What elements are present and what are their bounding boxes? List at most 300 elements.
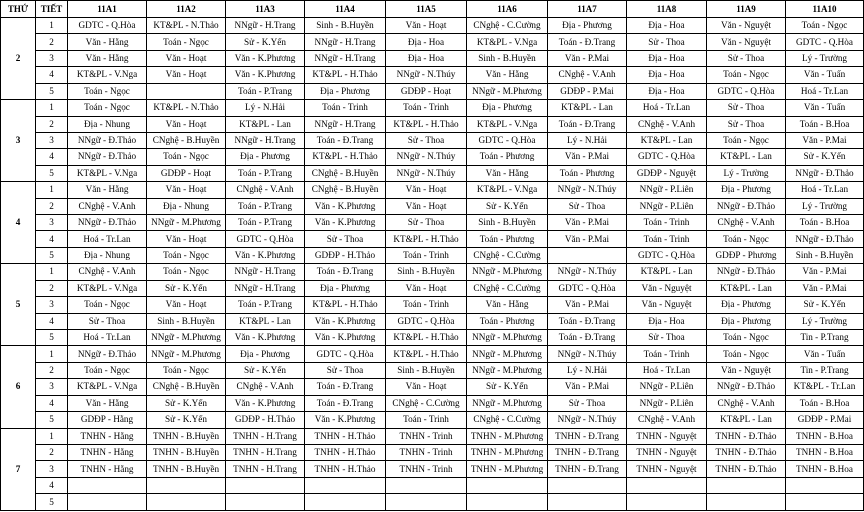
lesson-cell: Sinh - B.Huyền xyxy=(467,50,548,66)
lesson-cell xyxy=(627,494,707,511)
lesson-cell: Văn - Hoạt xyxy=(147,231,226,247)
lesson-cell: KT&PL - V.Nga xyxy=(68,280,147,296)
timetable-body xyxy=(1,18,864,511)
lesson-cell: Toán - Trinh xyxy=(305,100,386,116)
lesson-cell: Văn - P.Mai xyxy=(548,50,627,66)
period-number: 5 xyxy=(36,165,68,181)
lesson-cell: TNHN - Đ.Trang xyxy=(548,444,627,460)
lesson-cell: Sử - K.Yến xyxy=(147,395,226,411)
lesson-cell: Toán - Ngọc xyxy=(147,362,226,378)
lesson-cell: KT&PL - H.Thảo xyxy=(305,149,386,165)
lesson-cell: Văn - K.Phương xyxy=(226,330,305,346)
period-number: 2 xyxy=(36,34,68,50)
lesson-cell: Toán - P.Trang xyxy=(226,83,305,99)
lesson-cell: Sử - Thoa xyxy=(707,100,786,116)
lesson-cell: KT&PL - Lan xyxy=(226,116,305,132)
lesson-cell: Văn - Hằng xyxy=(467,67,548,83)
lesson-cell: TNHN - B.Hoa xyxy=(786,461,864,477)
period-row xyxy=(1,494,864,511)
lesson-cell xyxy=(226,494,305,511)
lesson-cell: CNghệ - B.Huyền xyxy=(305,165,386,181)
lesson-cell: Văn - Nguyệt xyxy=(707,34,786,50)
lesson-cell: Lý - N.Hải xyxy=(226,100,305,116)
lesson-cell: Văn - Hoạt xyxy=(147,182,226,198)
lesson-cell: CNghệ - V.Anh xyxy=(707,395,786,411)
period-number: 5 xyxy=(36,247,68,263)
lesson-cell: NNgữ - Đ.Thảo xyxy=(68,346,147,362)
lesson-cell: GDĐP - Phương xyxy=(707,247,786,263)
period-number: 4 xyxy=(36,477,68,493)
lesson-cell: Toán - Phương xyxy=(467,313,548,329)
lesson-cell: NNgữ - Đ.Thảo xyxy=(707,264,786,280)
lesson-cell: Toán - P.Trang xyxy=(226,215,305,231)
lesson-cell: Địa - Phương xyxy=(305,83,386,99)
lesson-cell: Toán - Trinh xyxy=(386,247,467,263)
lesson-cell: Lý - Trường xyxy=(786,313,864,329)
lesson-cell xyxy=(627,477,707,493)
lesson-cell: TNHN - Nguyệt xyxy=(627,428,707,444)
lesson-cell: Tin - P.Trang xyxy=(786,330,864,346)
period-number: 4 xyxy=(36,313,68,329)
lesson-cell xyxy=(68,477,147,493)
lesson-cell: Lý - Trường xyxy=(707,165,786,181)
lesson-cell: TNHN - Nguyệt xyxy=(627,461,707,477)
lesson-cell: TNHN - B.Huyền xyxy=(147,461,226,477)
lesson-cell: Sử - Thoa xyxy=(305,231,386,247)
lesson-cell: TNHN - B.Huyền xyxy=(147,444,226,460)
lesson-cell: Toán - Trinh xyxy=(627,346,707,362)
lesson-cell: Lý - N.Hải xyxy=(548,362,627,378)
lesson-cell: GDĐP - H.Thảo xyxy=(305,247,386,263)
period-number: 2 xyxy=(36,280,68,296)
period-number: 3 xyxy=(36,50,68,66)
lesson-cell: GDTC - Q.Hòa xyxy=(707,83,786,99)
lesson-cell: TNHN - Đ.Trang xyxy=(548,461,627,477)
lesson-cell: Địa - Hoa xyxy=(627,50,707,66)
lesson-cell: Văn - Tuấn xyxy=(786,346,864,362)
lesson-cell: Sinh - B.Huyền xyxy=(147,313,226,329)
lesson-cell: Hoá - Tr.Lan xyxy=(627,100,707,116)
lesson-cell: NNgữ - H.Trang xyxy=(226,132,305,148)
lesson-cell: Văn - Tuấn xyxy=(786,100,864,116)
period-number: 3 xyxy=(36,379,68,395)
lesson-cell: Địa - Phương xyxy=(467,100,548,116)
lesson-cell: NNgữ - M.Phương xyxy=(467,83,548,99)
lesson-cell: Địa - Hoa xyxy=(386,50,467,66)
lesson-cell: Lý - Trường xyxy=(786,198,864,214)
lesson-cell: TNHN - M.Phương xyxy=(467,428,548,444)
lesson-cell: GDĐP - H.Thảo xyxy=(226,412,305,428)
period-number: 4 xyxy=(36,149,68,165)
period-number: 2 xyxy=(36,116,68,132)
lesson-cell: Toán - B.Hoa xyxy=(786,395,864,411)
lesson-cell: Địa - Hoa xyxy=(627,83,707,99)
lesson-cell: Văn - Hằng xyxy=(68,50,147,66)
period-row xyxy=(1,297,864,313)
lesson-cell: GDĐP - Nguyệt xyxy=(627,165,707,181)
lesson-cell: Văn - P.Mai xyxy=(786,280,864,296)
lesson-cell: Hoá - Tr.Lan xyxy=(68,330,147,346)
lesson-cell: CNghệ - V.Anh xyxy=(627,116,707,132)
lesson-cell: Toán - B.Hoa xyxy=(786,215,864,231)
period-row xyxy=(1,215,864,231)
lesson-cell: KT&PL - H.Thảo xyxy=(386,346,467,362)
lesson-cell: NNgữ - M.Phương xyxy=(467,395,548,411)
lesson-cell: TNHN - H.Trang xyxy=(226,461,305,477)
lesson-cell: Sử - K.Yến xyxy=(147,412,226,428)
lesson-cell: Sử - K.Yến xyxy=(147,280,226,296)
lesson-cell: Văn - K.Phương xyxy=(226,50,305,66)
lesson-cell: Văn - P.Mai xyxy=(548,231,627,247)
lesson-cell: KT&PL - V.Nga xyxy=(68,67,147,83)
lesson-cell: Toán - Ngọc xyxy=(68,362,147,378)
lesson-cell: NNgữ - Đ.Thảo xyxy=(786,231,864,247)
lesson-cell: Văn - Nguyệt xyxy=(627,297,707,313)
lesson-cell: Sử - Thoa xyxy=(548,198,627,214)
lesson-cell: Địa - Phương xyxy=(305,280,386,296)
lesson-cell: Sinh - B.Huyền xyxy=(786,247,864,263)
period-number: 1 xyxy=(36,100,68,116)
lesson-cell: KT&PL - Lan xyxy=(707,412,786,428)
period-row xyxy=(1,346,864,362)
lesson-cell: Toán - Ngọc xyxy=(68,83,147,99)
lesson-cell: Toán - Ngọc xyxy=(147,264,226,280)
lesson-cell: Hoá - Tr.Lan xyxy=(627,362,707,378)
period-number: 5 xyxy=(36,494,68,511)
lesson-cell: Sử - K.Yến xyxy=(786,297,864,313)
class-header: 11A7 xyxy=(548,1,627,18)
lesson-cell: Lý - Trường xyxy=(786,50,864,66)
lesson-cell: NNgữ - N.Thúy xyxy=(548,346,627,362)
class-header: 11A3 xyxy=(226,1,305,18)
period-row xyxy=(1,461,864,477)
lesson-cell: NNgữ - P.Liên xyxy=(627,395,707,411)
lesson-cell: KT&PL - Lan xyxy=(226,313,305,329)
period-number: 1 xyxy=(36,264,68,280)
lesson-cell: GDĐP - Hoạt xyxy=(147,165,226,181)
period-row xyxy=(1,18,864,34)
lesson-cell xyxy=(386,494,467,511)
lesson-cell: Toán - Đ.Trang xyxy=(305,264,386,280)
lesson-cell: GDTC - Q.Hòa xyxy=(68,18,147,34)
lesson-cell: Toán - Đ.Trang xyxy=(548,330,627,346)
lesson-cell: CNghệ - C.Cường xyxy=(467,247,548,263)
lesson-cell: Văn - K.Phương xyxy=(305,412,386,428)
timetable-header xyxy=(1,1,864,18)
lesson-cell: NNgữ - N.Thúy xyxy=(386,165,467,181)
header-row xyxy=(1,1,864,18)
lesson-cell: Văn - P.Mai xyxy=(548,379,627,395)
lesson-cell: GDTC - Q.Hòa xyxy=(627,149,707,165)
lesson-cell: TNHN - H.Thảo xyxy=(305,428,386,444)
period-number: 1 xyxy=(36,346,68,362)
lesson-cell: CNghệ - C.Cường xyxy=(467,412,548,428)
period-number: 3 xyxy=(36,461,68,477)
lesson-cell xyxy=(68,494,147,511)
lesson-cell: NNgữ - M.Phương xyxy=(467,264,548,280)
lesson-cell: Địa - Nhung xyxy=(68,247,147,263)
period-row xyxy=(1,362,864,378)
lesson-cell: Lý - N.Hải xyxy=(548,132,627,148)
lesson-cell: KT&PL - Lan xyxy=(548,100,627,116)
lesson-cell: Toán - Trinh xyxy=(386,412,467,428)
lesson-cell: TNHN - Trinh xyxy=(386,444,467,460)
period-number: 5 xyxy=(36,83,68,99)
lesson-cell xyxy=(548,477,627,493)
lesson-cell: Văn - Hằng xyxy=(68,34,147,50)
lesson-cell: Địa - Phương xyxy=(707,297,786,313)
lesson-cell: Văn - K.Phương xyxy=(305,215,386,231)
lesson-cell: TNHN - Nguyệt xyxy=(627,444,707,460)
lesson-cell: Sử - Thoa xyxy=(386,215,467,231)
lesson-cell: Toán - B.Hoa xyxy=(786,116,864,132)
lesson-cell: TNHN - H.Thảo xyxy=(305,444,386,460)
lesson-cell: Toán - Ngọc xyxy=(147,247,226,263)
lesson-cell: Toán - P.Trang xyxy=(226,297,305,313)
period-number: 2 xyxy=(36,444,68,460)
lesson-cell: TNHN - H.Thảo xyxy=(305,461,386,477)
lesson-cell: Văn - P.Mai xyxy=(548,297,627,313)
lesson-cell: NNgữ - M.Phương xyxy=(467,346,548,362)
class-header: 11A10 xyxy=(786,1,864,18)
lesson-cell: Hoá - Tr.Lan xyxy=(68,231,147,247)
lesson-cell: NNgữ - N.Thúy xyxy=(548,412,627,428)
lesson-cell: Hoá - Tr.Lan xyxy=(786,182,864,198)
lesson-cell: CNghệ - C.Cường xyxy=(467,18,548,34)
lesson-cell: KT&PL - Lan xyxy=(627,132,707,148)
lesson-cell: Địa - Hoa xyxy=(386,34,467,50)
lesson-cell: NNgữ - H.Trang xyxy=(226,264,305,280)
period-column-header: TIẾT xyxy=(36,1,68,18)
lesson-cell: Địa - Phương xyxy=(707,182,786,198)
class-header: 11A2 xyxy=(147,1,226,18)
day-label: 7 xyxy=(1,428,36,510)
period-row xyxy=(1,231,864,247)
lesson-cell: KT&PL - H.Thảo xyxy=(386,231,467,247)
lesson-cell: CNghệ - V.Anh xyxy=(627,412,707,428)
lesson-cell: TNHN - Đ.Thảo xyxy=(707,461,786,477)
lesson-cell: Toán - Trinh xyxy=(627,231,707,247)
lesson-cell: NNgữ - N.Thúy xyxy=(386,149,467,165)
lesson-cell: GDTC - Q.Hòa xyxy=(548,280,627,296)
lesson-cell: KT&PL - Tr.Lan xyxy=(786,379,864,395)
lesson-cell: Địa - Hoa xyxy=(627,67,707,83)
period-row xyxy=(1,198,864,214)
lesson-cell: TNHN - M.Phương xyxy=(467,461,548,477)
period-number: 3 xyxy=(36,215,68,231)
lesson-cell: NNgữ - Đ.Thảo xyxy=(707,198,786,214)
lesson-cell: Văn - Hoạt xyxy=(147,116,226,132)
lesson-cell: NNgữ - Đ.Thảo xyxy=(707,379,786,395)
lesson-cell: Văn - Nguyệt xyxy=(707,362,786,378)
period-row xyxy=(1,379,864,395)
lesson-cell: Văn - P.Mai xyxy=(786,132,864,148)
lesson-cell: Toán - Đ.Trang xyxy=(305,379,386,395)
lesson-cell: CNghệ - B.Huyền xyxy=(147,132,226,148)
lesson-cell: NNgữ - P.Liên xyxy=(627,198,707,214)
lesson-cell: NNgữ - Đ.Thảo xyxy=(68,215,147,231)
lesson-cell: KT&PL - Lan xyxy=(707,280,786,296)
lesson-cell: TNHN - Trinh xyxy=(386,428,467,444)
lesson-cell: NNgữ - Đ.Thảo xyxy=(68,149,147,165)
lesson-cell: Toán - Phương xyxy=(467,231,548,247)
lesson-cell: CNghệ - C.Cường xyxy=(467,280,548,296)
period-number: 2 xyxy=(36,198,68,214)
period-row xyxy=(1,67,864,83)
lesson-cell: Toán - P.Trang xyxy=(226,198,305,214)
lesson-cell: Văn - K.Phương xyxy=(305,198,386,214)
period-row xyxy=(1,182,864,198)
day-label: 4 xyxy=(1,182,36,264)
lesson-cell: TNHN - Hằng xyxy=(68,428,147,444)
period-row xyxy=(1,50,864,66)
lesson-cell: Văn - P.Mai xyxy=(548,149,627,165)
lesson-cell: Toán - Ngọc xyxy=(707,346,786,362)
lesson-cell: Sử - Thoa xyxy=(707,50,786,66)
lesson-cell: TNHN - M.Phương xyxy=(467,444,548,460)
lesson-cell: Văn - P.Mai xyxy=(548,215,627,231)
lesson-cell: Văn - Nguyệt xyxy=(627,280,707,296)
lesson-cell: Địa - Phương xyxy=(707,313,786,329)
lesson-cell: Văn - Hoạt xyxy=(147,67,226,83)
lesson-cell xyxy=(305,477,386,493)
lesson-cell: Toán - Phương xyxy=(548,165,627,181)
lesson-cell: CNghệ - V.Anh xyxy=(226,379,305,395)
lesson-cell: Văn - Hoạt xyxy=(386,379,467,395)
lesson-cell: Toán - Đ.Trang xyxy=(548,34,627,50)
period-row xyxy=(1,477,864,493)
lesson-cell: Sinh - B.Huyền xyxy=(305,18,386,34)
lesson-cell: Toán - Ngọc xyxy=(786,18,864,34)
lesson-cell: TNHN - Đ.Thảo xyxy=(707,444,786,460)
class-header: 11A9 xyxy=(707,1,786,18)
period-row xyxy=(1,412,864,428)
lesson-cell: Văn - Hằng xyxy=(68,182,147,198)
lesson-cell: KT&PL - Lan xyxy=(707,149,786,165)
day-label: 5 xyxy=(1,264,36,346)
lesson-cell: CNghệ - V.Anh xyxy=(548,67,627,83)
lesson-cell xyxy=(707,477,786,493)
lesson-cell: Văn - Hoạt xyxy=(147,50,226,66)
lesson-cell: TNHN - Hằng xyxy=(68,461,147,477)
lesson-cell: Sinh - B.Huyền xyxy=(386,362,467,378)
lesson-cell: Địa - Hoa xyxy=(627,313,707,329)
lesson-cell: NNgữ - M.Phương xyxy=(147,346,226,362)
period-row xyxy=(1,100,864,116)
lesson-cell: Sử - Thoa xyxy=(386,132,467,148)
period-row xyxy=(1,313,864,329)
lesson-cell: Hoá - Tr.Lan xyxy=(786,83,864,99)
lesson-cell: Toán - Ngọc xyxy=(68,297,147,313)
class-header: 11A1 xyxy=(68,1,147,18)
lesson-cell: Toán - Trinh xyxy=(386,100,467,116)
lesson-cell xyxy=(305,494,386,511)
lesson-cell: Toán - Ngọc xyxy=(68,100,147,116)
lesson-cell: Văn - Nguyệt xyxy=(707,18,786,34)
lesson-cell: Toán - Ngọc xyxy=(707,67,786,83)
lesson-cell: Sử - K.Yến xyxy=(467,198,548,214)
period-row xyxy=(1,34,864,50)
lesson-cell: GDTC - Q.Hòa xyxy=(467,132,548,148)
lesson-cell: TNHN - B.Huyền xyxy=(147,428,226,444)
lesson-cell: KT&PL - V.Nga xyxy=(68,379,147,395)
period-row xyxy=(1,395,864,411)
lesson-cell xyxy=(147,83,226,99)
lesson-cell: Địa - Nhung xyxy=(147,198,226,214)
lesson-cell: Địa - Nhung xyxy=(68,116,147,132)
lesson-cell: TNHN - Trinh xyxy=(386,461,467,477)
lesson-cell: TNHN - H.Trang xyxy=(226,428,305,444)
lesson-cell: Địa - Phương xyxy=(548,18,627,34)
lesson-cell: Toán - Ngọc xyxy=(707,132,786,148)
lesson-cell: Sử - K.Yến xyxy=(786,149,864,165)
period-row xyxy=(1,280,864,296)
lesson-cell: TNHN - H.Trang xyxy=(226,444,305,460)
lesson-cell: KT&PL - H.Thảo xyxy=(386,330,467,346)
lesson-cell: NNgữ - M.Phương xyxy=(467,362,548,378)
lesson-cell: CNghệ - V.Anh xyxy=(226,182,305,198)
lesson-cell: Toán - Phương xyxy=(467,149,548,165)
lesson-cell: TNHN - B.Hoa xyxy=(786,444,864,460)
period-row xyxy=(1,149,864,165)
lesson-cell: GDĐP - Hằng xyxy=(68,412,147,428)
lesson-cell: KT&PL - N.Thảo xyxy=(147,100,226,116)
lesson-cell: Văn - P.Mai xyxy=(786,264,864,280)
lesson-cell: Địa - Phương xyxy=(226,346,305,362)
day-label: 3 xyxy=(1,100,36,182)
lesson-cell: Sử - Thoa xyxy=(707,116,786,132)
lesson-cell: NNgữ - M.Phương xyxy=(147,330,226,346)
lesson-cell: TNHN - Đ.Thảo xyxy=(707,428,786,444)
lesson-cell: KT&PL - Lan xyxy=(627,264,707,280)
lesson-cell: Toán - Đ.Trang xyxy=(548,313,627,329)
lesson-cell: NNgữ - M.Phương xyxy=(147,215,226,231)
day-column-header: THỨ xyxy=(1,1,36,18)
lesson-cell: KT&PL - V.Nga xyxy=(68,165,147,181)
period-row xyxy=(1,444,864,460)
lesson-cell: KT&PL - H.Thảo xyxy=(305,67,386,83)
lesson-cell: TNHN - B.Hoa xyxy=(786,428,864,444)
lesson-cell: NNgữ - P.Liên xyxy=(627,182,707,198)
lesson-cell: Sử - K.Yến xyxy=(467,379,548,395)
lesson-cell: Văn - Hằng xyxy=(467,297,548,313)
lesson-cell: Sử - Thoa xyxy=(548,395,627,411)
lesson-cell: Sử - K.Yến xyxy=(226,34,305,50)
lesson-cell: Toán - Ngọc xyxy=(147,34,226,50)
lesson-cell xyxy=(386,477,467,493)
period-row xyxy=(1,83,864,99)
lesson-cell: NNgữ - P.Liên xyxy=(627,379,707,395)
lesson-cell xyxy=(707,494,786,511)
lesson-cell: Văn - K.Phương xyxy=(226,67,305,83)
lesson-cell: Địa - Phương xyxy=(226,149,305,165)
lesson-cell: Sử - K.Yến xyxy=(226,362,305,378)
lesson-cell: Toán - Trinh xyxy=(386,297,467,313)
lesson-cell: Văn - Hoạt xyxy=(386,198,467,214)
lesson-cell: Văn - Hoạt xyxy=(147,297,226,313)
lesson-cell: Văn - Hoạt xyxy=(386,280,467,296)
period-number: 1 xyxy=(36,18,68,34)
lesson-cell: Sử - Thoa xyxy=(627,330,707,346)
lesson-cell: Văn - K.Phương xyxy=(305,313,386,329)
lesson-cell: NNgữ - H.Trang xyxy=(305,34,386,50)
lesson-cell: NNgữ - H.Trang xyxy=(226,18,305,34)
lesson-cell: Tin - P.Trang xyxy=(786,362,864,378)
lesson-cell: GDTC - Q.Hòa xyxy=(305,346,386,362)
lesson-cell: GDĐP - P.Mai xyxy=(786,412,864,428)
period-row xyxy=(1,264,864,280)
lesson-cell: Toán - Ngọc xyxy=(707,231,786,247)
